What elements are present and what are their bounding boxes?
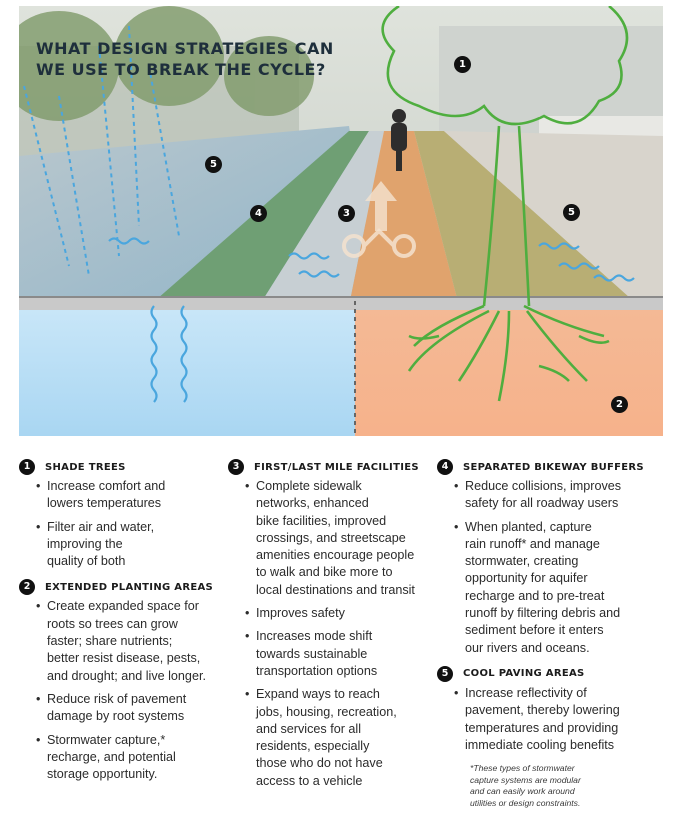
footnote-line: and can easily work around — [470, 786, 575, 797]
section-number-badge: 2 — [19, 579, 35, 595]
footnote-line: capture systems are modular — [470, 774, 581, 785]
section-first-last-mile — [228, 458, 438, 790]
headline-line-1: WHAT DESIGN STRATEGIES CAN — [36, 39, 334, 58]
list-item: • Increase reflectivity of pavement, thereby lowering temperatures and providing immediate cooling benefits — [465, 685, 677, 754]
section-separated-bikeway-buffers — [437, 458, 677, 657]
section-title: SEPARATED BIKEWAY BUFFERS — [463, 461, 644, 473]
list-item: • Create expanded space for roots so trees can grow faster; share nutrients; better resist disease, pests, and drought; and live longer. — [47, 598, 229, 684]
list-item: • Increase comfort and lowers temperatures — [47, 478, 229, 513]
section-cool-paving-areas — [437, 665, 677, 754]
footnote-line: *These types of stormwater — [470, 763, 575, 773]
illustration-badge-3: 3 — [338, 205, 355, 222]
headline — [36, 38, 334, 80]
illustration-badge-1: 1 — [454, 56, 471, 73]
section-extended-planting-areas — [19, 578, 229, 783]
list-item: • Stormwater capture,* recharge, and potential storage opportunity. — [47, 732, 229, 784]
section-title: FIRST/LAST MILE FACILITIES — [254, 461, 419, 473]
list-item: • Reduce collisions, improves safety for all roadway users — [465, 478, 677, 513]
section-number-badge: 3 — [228, 459, 244, 475]
section-number-badge: 1 — [19, 459, 35, 475]
column-2 — [228, 458, 438, 798]
list-item: • When planted, capture rain runoff* and manage stormwater, creating opportunity for aquifer recharge and to pre-treat runoff by filtering debris and sediment before it enters our rivers and oceans. — [465, 519, 677, 657]
list-item: • Complete sidewalk networks, enhanced bike facilities, improved crossings, and streetscape amenities encourage people to walk and bike more to local destinations and transit — [256, 478, 438, 599]
footnote — [470, 763, 581, 809]
section-title: SHADE TREES — [45, 461, 126, 473]
list-item: • Expand ways to reach jobs, housing, recreation, and services for all residents, especially those who do not have access to a vehicle — [256, 686, 438, 790]
list-item: • Improves safety — [256, 605, 438, 622]
list-item: • Reduce risk of pavement damage by root systems — [47, 691, 229, 726]
section-number-badge: 4 — [437, 459, 453, 475]
column-3 — [437, 458, 677, 762]
list-item: • Filter air and water, improving the quality of both — [47, 519, 229, 571]
section-number-badge: 5 — [437, 666, 453, 682]
illustration-badge-5-sidewalk: 5 — [563, 204, 580, 221]
illustration-badge-5-roadway: 5 — [205, 156, 222, 173]
headline-line-2: WE USE TO BREAK THE CYCLE? — [36, 60, 326, 79]
section-shade-trees — [19, 458, 229, 570]
footnote-line: utilities or design constraints. — [470, 797, 581, 808]
pavement-section — [19, 296, 663, 310]
column-1 — [19, 458, 229, 791]
illustration-badge-2: 2 — [611, 396, 628, 413]
list-item: • Increases mode shift towards sustainable transportation options — [256, 628, 438, 680]
illustration-badge-4: 4 — [250, 205, 267, 222]
section-title: COOL PAVING AREAS — [463, 668, 585, 680]
section-title: EXTENDED PLANTING AREAS — [45, 581, 213, 593]
